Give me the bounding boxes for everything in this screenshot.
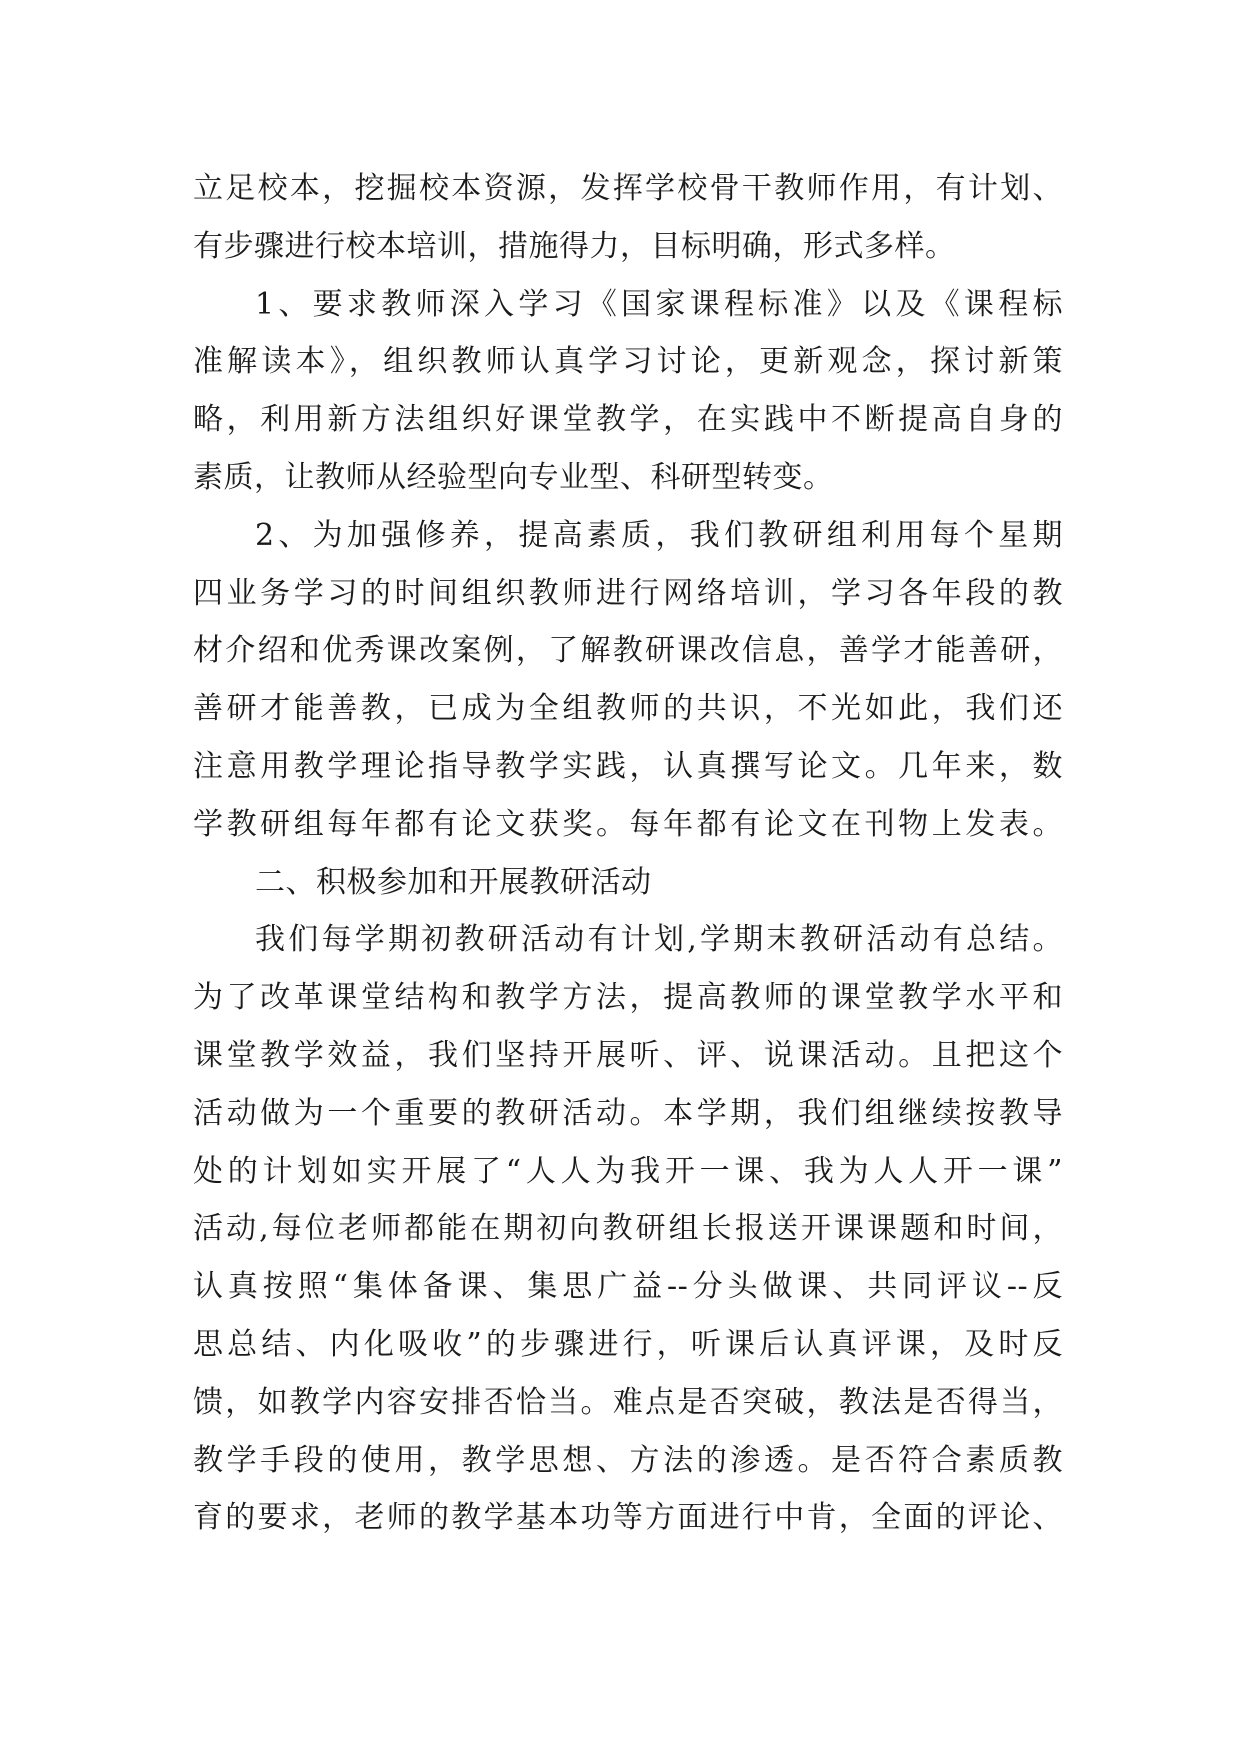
text-line: 有步骤进行校本培训，措施得力，目标明确，形式多样。 bbox=[193, 228, 956, 264]
text-line: 1、要求教师深入学习《国家课程标准》以及《课程标 bbox=[255, 286, 1063, 322]
text-line: 认真按照“集体备课、集思广益--分头做课、共同评议--反 bbox=[193, 1269, 1063, 1305]
text-line: 略，利用新方法组织好课堂教学，在实践中不断提高自身的 bbox=[193, 402, 1063, 438]
text-line: 立足校本，挖掘校本资源，发挥学校骨干教师作用，有计划、 bbox=[193, 171, 1063, 206]
text-line: 活动,每位老师都能在期初向教研组长报送开课课题和时间， bbox=[193, 1211, 1063, 1247]
text-line: 善研才能善教，已成为全组教师的共识，不光如此，我们还 bbox=[193, 691, 1063, 727]
text-line: 馈，如教学内容安排否恰当。难点是否突破，教法是否得当， bbox=[193, 1384, 1063, 1420]
text-line: 学教研组每年都有论文获奖。每年都有论文在刊物上发表。 bbox=[193, 806, 1063, 842]
text-line: 素质，让教师从经验型向专业型、科研型转变。 bbox=[193, 459, 834, 495]
text-line: 材介绍和优秀课改案例，了解教研课改信息，善学才能善研， bbox=[193, 633, 1063, 669]
text-line: 为了改革课堂结构和教学方法，提高教师的课堂教学水平和 bbox=[193, 980, 1063, 1016]
text-line: 2、为加强修养，提高素质，我们教研组利用每个星期 bbox=[255, 517, 1063, 553]
text-line: 注意用教学理论指导教学实践，认真撰写论文。几年来，数 bbox=[193, 748, 1063, 784]
text-line: 我们每学期初教研活动有计划,学期末教研活动有总结。 bbox=[255, 922, 1063, 958]
text-line: 四业务学习的时间组织教师进行网络培训，学习各年段的教 bbox=[193, 575, 1063, 611]
text-line: 准解读本》，组织教师认真学习讨论，更新观念，探讨新策 bbox=[193, 344, 1063, 380]
text-line: 教学手段的使用，教学思想、方法的渗透。是否符合素质教 bbox=[193, 1442, 1063, 1478]
document-body bbox=[193, 160, 1063, 1547]
section-heading: 二、积极参加和开展教研活动 bbox=[255, 864, 652, 900]
text-line: 育的要求，老师的教学基本功等方面进行中肯，全面的评论、 bbox=[193, 1500, 1063, 1536]
text-line: 活动做为一个重要的教研活动。本学期，我们组继续按教导 bbox=[193, 1095, 1063, 1131]
text-line: 课堂教学效益，我们坚持开展听、评、说课活动。且把这个 bbox=[193, 1037, 1063, 1073]
text-line: 思总结、内化吸收”的步骤进行，听课后认真评课，及时反 bbox=[193, 1326, 1063, 1362]
text-line: 处的计划如实开展了“人人为我开一课、我为人人开一课” bbox=[193, 1153, 1063, 1189]
